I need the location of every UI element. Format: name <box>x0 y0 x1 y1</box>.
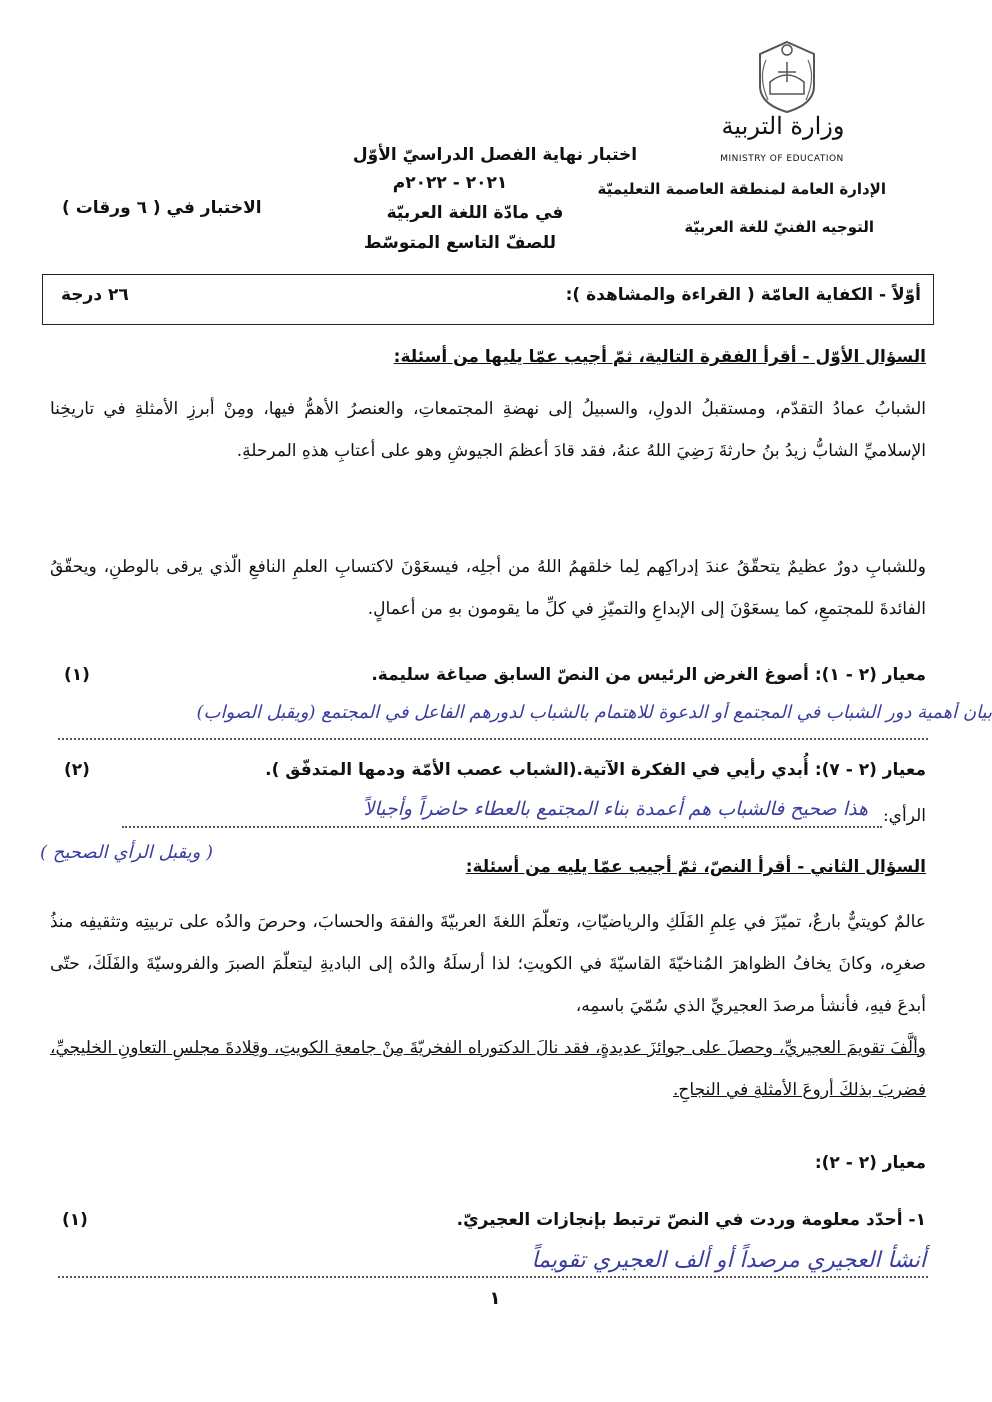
criterion-2-2-item-1: ١- أحدّد معلومة وردت في النصّ ترتبط بإنجازات العجيريّ. <box>456 1210 926 1230</box>
supervision-line: التوجيه الفنيّ للغة العربيّة <box>684 218 874 236</box>
section-grade: ٢٦ درجة <box>61 285 129 305</box>
criterion-2-1-label: معيار (٢ - ١): <box>814 665 926 685</box>
exam-page-count: الاختبار في ( ٦ ورقات ) <box>62 198 262 218</box>
exam-grade-level: للصفّ التاسع المتوسّط <box>363 233 557 253</box>
criterion-2-7 <box>265 760 926 780</box>
opinion-answer-line <box>122 826 882 828</box>
criterion-2-1-mark: (١) <box>64 665 90 685</box>
section-header-box <box>42 274 934 325</box>
criterion-2-7-label: معيار (٢ - ٧): <box>814 760 926 780</box>
directorate-line: الإدارة العامة لمنطقة العاصمة التعليميّة <box>597 180 886 198</box>
handwritten-answer-purpose: بيان أهمية دور الشباب في المجتمع أو الدعوة للاهتمام بالشباب لدورهم الفاعل في المجتمع (ويقبل الصواب) <box>196 702 992 723</box>
handwritten-note-accept-correct: ( ويقبل الرأي الصحيح ) <box>40 842 214 863</box>
question-2-paragraph: عالمٌ كويتيٌّ بارعٌ، تميّزَ في عِلمِ الفَلَكِ والرياضيّاتِ، وتعلّمَ اللغةَ العربيّةَ والفقهَ والحسابَ، وحرصَ والدُه على تربيتِه وتثقيفِه منذُ صغرِه، وكانَ يخافُ الظواهرَ المُناخيّةَ القاسيّةَ في الكويتِ؛ لذا أرسلَهُ والدُه إلى الباديةِ ليتعلّمَ الصبرَ والفروسيّةَ والفَلَكَ، حتّى أبدعَ فيهِ، فأنشأ مرصدَ العجيريِّ الذي سُمّيَ باسمِه، <box>50 912 926 1016</box>
question-1-title: السؤال الأوّل - أقرأ الفقرة التالية، ثمّ أجيب عمّا يليها من أسئلة: <box>393 347 926 367</box>
criterion-2-1-text: أصوغ الغرض الرئيس من النصّ السابق صياغة سليمة. <box>371 665 809 685</box>
ministry-name-arabic: وزارة التربية <box>721 112 845 140</box>
criterion-2-1 <box>371 665 926 685</box>
criterion-2-2-label: معيار (٢ - ٢): <box>814 1153 926 1173</box>
section-title: أوّلاً - الكفاية العامّة ( القراءة والمشاهدة ): <box>565 285 921 305</box>
criterion-2-7-mark: (٢) <box>64 760 90 780</box>
handwritten-answer-opinion: هذا صحيح فالشباب هم أعمدة بناء المجتمع بالعطاء حاضراً وأجيالاً <box>363 798 868 820</box>
exam-title: اختبار نهاية الفصل الدراسيّ الأوّل <box>352 145 638 165</box>
page-number: ١ <box>489 1288 501 1309</box>
question-2-paragraph-underlined: وألَّفَ تقويمَ العجيريِّ، وحصلَ على جوائزَ عديدةٍ، فقد نالَ الدكتوراه الفخريّةَ مِنْ جامعةِ الكويتِ، وقِلادةَ مجلسِ التعاونِ الخليجيِّ، فضربَ بذلكَ أروعَ الأمثلةِ في النجاحِ. <box>50 1038 926 1100</box>
answer-line <box>58 738 928 740</box>
opinion-label: الرأي: <box>882 806 926 826</box>
exam-subject: في مادّة اللغة العربيّة <box>386 203 564 223</box>
achievement-answer-line <box>58 1276 928 1278</box>
question-2-title: السؤال الثاني - أقرأ النصّ، ثمّ أجيب عمّا يليه من أسئلة: <box>465 857 926 877</box>
question-1-paragraph-2: وللشبابِ دورٌ عظيمٌ يتحقّقُ عندَ إدراكِهم لِما خلقهمُ اللهُ من أجلِه، فيسعَوْنَ لاكتسابِ العلمِ النافعِ الّذي يرقى بالوطنِ، ويحقّقُ الفائدةَ للمجتمعِ، كما يسعَوْنَ إلى الإبداعِ والتميّزِ في كلِّ ما يقومون بهِ من أعمالٍ. <box>50 557 926 619</box>
question-1-paragraph-1: الشبابُ عمادُ التقدّم، ومستقبلُ الدولِ، والسبيلُ إلى نهضةِ المجتمعاتِ، والعنصرُ الأهمُّ فيها، ومِنْ أبرزِ الأمثلةِ في تاريخِنا الإسلاميِّ الشابُّ زيدُ بنُ حارثةَ رَضِيَ اللهُ عنهُ، فقد قادَ أعظمَ الجيوشِ وهو على أعتابِ هذهِ المرحلةِ. <box>50 399 926 461</box>
handwritten-answer-achievement: أنشأ العجيري مرصداً أو ألف العجيري تقويماً <box>531 1248 926 1273</box>
ministry-name-english: MINISTRY OF EDUCATION <box>720 154 844 164</box>
criterion-2-2-item-1-mark: (١) <box>62 1210 88 1230</box>
ministry-emblem-logo <box>752 38 822 116</box>
exam-year: ٢٠٢١ - ٢٠٢٢م <box>392 173 508 193</box>
criterion-2-7-text: أُبدي رأيي في الفكرة الآتية.(الشباب عصب الأمّة ودمها المتدفّق ). <box>265 760 809 780</box>
